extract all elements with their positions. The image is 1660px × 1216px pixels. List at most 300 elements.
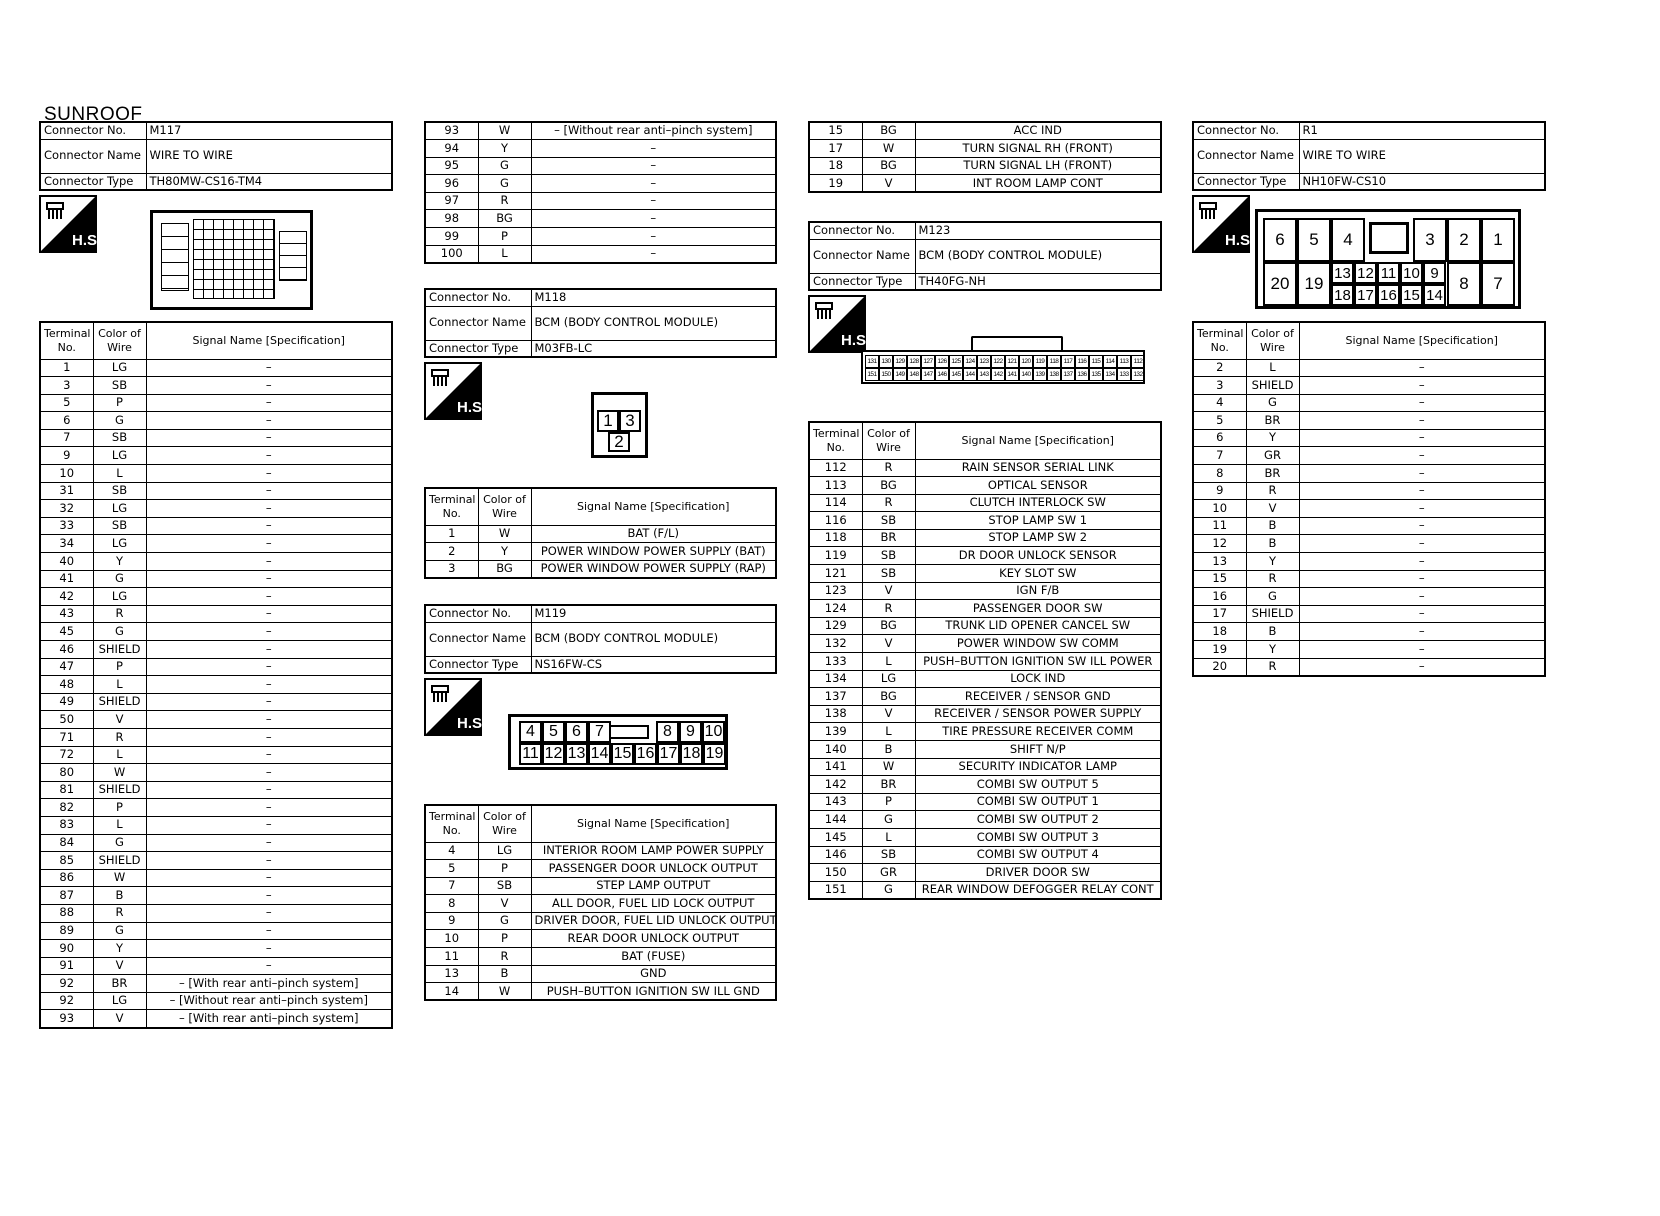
terminal-no-cell: 123	[809, 582, 862, 600]
signal-name-cell: –	[146, 676, 392, 694]
pin: 135	[1089, 368, 1103, 381]
terminal-no-cell: 92	[40, 975, 93, 993]
signal-header: Signal Name [Specification]	[146, 322, 392, 359]
signal-name-cell: –	[1299, 429, 1545, 447]
signal-name-cell: –	[146, 957, 392, 975]
wire-color-cell: LG	[93, 992, 146, 1010]
table-row	[809, 529, 1161, 547]
pin: 113	[1117, 355, 1131, 368]
terminal-no-cell: 137	[809, 688, 862, 706]
wire-color-cell: B	[862, 741, 915, 759]
pin: 12	[542, 743, 565, 765]
signal-header: Signal Name [Specification]	[1299, 322, 1545, 359]
terminal-no-cell: 72	[40, 746, 93, 764]
terminal-no-cell: 140	[809, 741, 862, 759]
connector-name-label: Connector Name	[1193, 139, 1299, 173]
signal-name-cell: –	[146, 588, 392, 606]
signal-name-cell: RECEIVER / SENSOR GND	[915, 688, 1161, 706]
table-row	[40, 605, 392, 623]
wire-color-cell: W	[93, 764, 146, 782]
connector-name-label: Connector Name	[425, 306, 531, 340]
wire-color-cell: R	[478, 948, 531, 966]
terminal-no-cell: 16	[1193, 588, 1246, 606]
pin: 7	[588, 721, 611, 743]
wire-color-cell: W	[93, 869, 146, 887]
pin: 20	[1263, 262, 1297, 306]
wire-color-cell: V	[93, 957, 146, 975]
color-header: Color of Wire	[478, 488, 531, 525]
hs-label: H.S.	[1225, 232, 1255, 249]
terminal-no-cell: 41	[40, 570, 93, 588]
pin: 15	[611, 743, 634, 765]
table-row	[40, 359, 392, 377]
wire-color-cell: B	[1246, 517, 1299, 535]
signal-name-cell: –	[146, 658, 392, 676]
pin: 12	[1354, 262, 1377, 284]
table-row	[425, 842, 776, 860]
terminal-no-cell: 96	[425, 175, 478, 193]
pin: 150	[879, 368, 893, 381]
signal-name-cell: –	[1299, 394, 1545, 412]
terminal-no-cell: 5	[425, 860, 478, 878]
table-row	[425, 525, 776, 543]
table-row	[809, 846, 1161, 864]
wire-color-cell: LG	[93, 359, 146, 377]
signal-name-cell: ALL DOOR, FUEL LID LOCK OUTPUT	[531, 895, 776, 913]
table-row	[809, 175, 1161, 193]
signal-name-cell: –	[1299, 658, 1545, 676]
table-row	[425, 912, 776, 930]
signal-name-cell: KEY SLOT SW	[915, 565, 1161, 583]
terminal-no-cell: 91	[40, 957, 93, 975]
table-row	[1193, 658, 1545, 676]
wire-color-cell: SB	[862, 846, 915, 864]
table-row	[809, 828, 1161, 846]
terminal-no-cell: 46	[40, 641, 93, 659]
wire-color-cell: GR	[862, 864, 915, 882]
terminal-no-cell: 100	[425, 245, 478, 263]
wire-color-cell: SHIELD	[93, 852, 146, 870]
wire-color-cell: G	[1246, 588, 1299, 606]
terminal-no-cell: 92	[40, 992, 93, 1010]
pin: 146	[935, 368, 949, 381]
wire-color-cell: Y	[478, 543, 531, 561]
signal-name-cell: COMBI SW OUTPUT 2	[915, 811, 1161, 829]
connector-name-value: WIRE TO WIRE	[146, 139, 392, 173]
signal-name-cell: TURN SIGNAL LH (FRONT)	[915, 157, 1161, 175]
wire-color-cell: BG	[862, 477, 915, 495]
wire-color-cell: R	[1246, 482, 1299, 500]
hs-label: H.S.	[841, 332, 871, 349]
signal-name-cell: –	[1299, 605, 1545, 623]
terminal-no-cell: 121	[809, 565, 862, 583]
wire-color-cell: R	[93, 605, 146, 623]
connector-name-value: BCM (BODY CONTROL MODULE)	[531, 622, 776, 656]
pin: 134	[1103, 368, 1117, 381]
signal-name-cell: –	[1299, 588, 1545, 606]
connector-type-value: NS16FW-CS	[531, 656, 776, 673]
terminal-no-cell: 48	[40, 676, 93, 694]
signal-name-cell: –	[146, 922, 392, 940]
signal-name-cell: POWER WINDOW SW COMM	[915, 635, 1161, 653]
signal-name-cell: TURN SIGNAL RH (FRONT)	[915, 140, 1161, 158]
connector-name-label: Connector Name	[425, 622, 531, 656]
table-row	[40, 588, 392, 606]
table-row	[809, 723, 1161, 741]
signal-name-cell: TIRE PRESSURE RECEIVER COMM	[915, 723, 1161, 741]
table-row	[40, 641, 392, 659]
color-header: Color of Wire	[93, 322, 146, 359]
pin: 116	[1075, 355, 1089, 368]
terminal-no-cell: 144	[809, 811, 862, 829]
wire-color-cell: B	[1246, 623, 1299, 641]
wire-color-cell: BR	[93, 975, 146, 993]
terminal-no-cell: 118	[809, 529, 862, 547]
table-row	[40, 728, 392, 746]
wire-color-cell: BG	[862, 688, 915, 706]
wire-color-cell: B	[1246, 535, 1299, 553]
signal-name-cell: –	[531, 210, 776, 228]
connector-no-label: Connector No.	[425, 605, 531, 622]
pin: 143	[977, 368, 991, 381]
pin: 141	[1005, 368, 1019, 381]
signal-name-cell: –	[146, 869, 392, 887]
wire-color-cell: P	[93, 799, 146, 817]
terminal-no-cell: 143	[809, 793, 862, 811]
terminal-no-cell: 99	[425, 228, 478, 246]
wire-color-cell: SB	[478, 877, 531, 895]
signal-name-cell: –	[1299, 517, 1545, 535]
table-row	[40, 447, 392, 465]
table-row	[809, 617, 1161, 635]
pin: 125	[949, 355, 963, 368]
terminal-no-cell: 4	[1193, 394, 1246, 412]
signal-name-cell: SECURITY INDICATOR LAMP	[915, 758, 1161, 776]
signal-name-cell: PUSH–BUTTON IGNITION SW ILL POWER	[915, 653, 1161, 671]
signal-name-cell: –	[146, 553, 392, 571]
connector-type-label: Connector Type	[425, 340, 531, 357]
terminal-no-cell: 19	[809, 175, 862, 193]
terminal-no-cell: 11	[1193, 517, 1246, 535]
signal-name-cell: –	[146, 834, 392, 852]
signal-name-cell: –	[146, 711, 392, 729]
pin: 18	[1331, 284, 1354, 306]
pin: 137	[1061, 368, 1075, 381]
wire-color-cell: P	[478, 930, 531, 948]
wire-color-cell: V	[862, 582, 915, 600]
wire-color-cell: Y	[1246, 641, 1299, 659]
table-row	[1193, 605, 1545, 623]
table-row	[1193, 482, 1545, 500]
signal-name-cell: PASSENGER DOOR UNLOCK OUTPUT	[531, 860, 776, 878]
terminal-no-cell: 93	[425, 122, 478, 140]
terminal-no-cell: 15	[1193, 570, 1246, 588]
terminal-no-cell: 43	[40, 605, 93, 623]
signal-name-cell: –	[146, 764, 392, 782]
wire-color-cell: LG	[862, 670, 915, 688]
terminal-no-cell: 97	[425, 192, 478, 210]
signal-name-cell: REAR WINDOW DEFOGGER RELAY CONT	[915, 881, 1161, 899]
terminal-no-cell: 10	[40, 465, 93, 483]
pin-table-m119-continued	[808, 121, 1162, 193]
pin: 8	[656, 721, 679, 743]
table-row	[40, 517, 392, 535]
signal-name-cell: –	[146, 535, 392, 553]
pin: 139	[1033, 368, 1047, 381]
terminal-no-cell: 8	[425, 895, 478, 913]
wire-color-cell: W	[478, 983, 531, 1001]
pin: 11	[1377, 262, 1400, 284]
terminal-no-cell: 17	[809, 140, 862, 158]
wire-color-cell: V	[862, 635, 915, 653]
wire-color-cell: R	[862, 459, 915, 477]
table-row	[40, 429, 392, 447]
terminal-no-cell: 12	[1193, 535, 1246, 553]
table-row	[809, 582, 1161, 600]
pin: 119	[1033, 355, 1047, 368]
signal-name-cell: –	[146, 746, 392, 764]
table-row	[40, 482, 392, 500]
terminal-no-cell: 1	[425, 525, 478, 543]
pin: 2	[608, 432, 630, 452]
terminal-no-cell: 33	[40, 517, 93, 535]
signal-name-cell: –	[1299, 535, 1545, 553]
table-row	[425, 877, 776, 895]
pin: 9	[679, 721, 702, 743]
pin: 149	[893, 368, 907, 381]
signal-name-cell: – [With rear anti–pinch system]	[146, 975, 392, 993]
terminal-no-cell: 98	[425, 210, 478, 228]
pin: 147	[921, 368, 935, 381]
terminal-no-cell: 8	[1193, 465, 1246, 483]
wire-color-cell: R	[862, 494, 915, 512]
table-row	[40, 693, 392, 711]
pin: 14	[588, 743, 611, 765]
pin: 3	[1413, 218, 1447, 262]
wire-color-cell: LG	[93, 500, 146, 518]
terminal-no-cell: 124	[809, 600, 862, 618]
terminal-no-cell: 15	[809, 122, 862, 140]
harness-side-icon	[424, 362, 487, 420]
terminal-no-cell: 5	[1193, 412, 1246, 430]
table-row	[425, 965, 776, 983]
wire-color-cell: W	[478, 122, 531, 140]
signal-name-cell: –	[146, 394, 392, 412]
signal-name-cell: ACC IND	[915, 122, 1161, 140]
pin: 18	[680, 743, 703, 765]
signal-name-cell: – [With rear anti–pinch system]	[146, 1010, 392, 1028]
signal-header: Signal Name [Specification]	[915, 422, 1161, 459]
wire-color-cell: L	[93, 816, 146, 834]
terminal-no-cell: 7	[425, 877, 478, 895]
signal-name-cell: PUSH–BUTTON IGNITION SW ILL GND	[531, 983, 776, 1001]
wire-color-cell: G	[93, 412, 146, 430]
table-row	[40, 799, 392, 817]
pin: 128	[907, 355, 921, 368]
table-row	[40, 957, 392, 975]
table-row	[40, 676, 392, 694]
signal-name-cell: INT ROOM LAMP CONT	[915, 175, 1161, 193]
signal-name-cell: –	[531, 175, 776, 193]
signal-name-cell: –	[146, 500, 392, 518]
signal-name-cell: –	[146, 887, 392, 905]
pin: 138	[1047, 368, 1061, 381]
pin: 14	[1423, 284, 1446, 306]
pin: 114	[1103, 355, 1117, 368]
connector-no-label: Connector No.	[1193, 122, 1299, 139]
pin: 1	[1481, 218, 1515, 262]
signal-name-cell: BAT (FUSE)	[531, 948, 776, 966]
pin: 151	[865, 368, 879, 381]
table-row	[809, 512, 1161, 530]
wire-color-cell: GR	[1246, 447, 1299, 465]
terminal-no-header: Terminal No.	[809, 422, 862, 459]
table-row	[1193, 535, 1545, 553]
pin: 3	[619, 410, 641, 432]
table-row	[809, 776, 1161, 794]
connector-type-value: TH80MW-CS16-TM4	[146, 173, 392, 190]
wire-color-cell: LG	[478, 842, 531, 860]
pin: 123	[977, 355, 991, 368]
terminal-no-cell: 80	[40, 764, 93, 782]
signal-name-cell: REAR DOOR UNLOCK OUTPUT	[531, 930, 776, 948]
table-row	[809, 705, 1161, 723]
signal-name-cell: POWER WINDOW POWER SUPPLY (BAT)	[531, 543, 776, 561]
terminal-no-cell: 3	[40, 377, 93, 395]
terminal-no-cell: 49	[40, 693, 93, 711]
terminal-no-cell: 7	[40, 429, 93, 447]
wire-color-cell: BG	[862, 122, 915, 140]
signal-name-cell: –	[146, 693, 392, 711]
wire-color-cell: V	[1246, 500, 1299, 518]
pin: 148	[907, 368, 921, 381]
pin: 19	[1297, 262, 1331, 306]
table-row	[809, 157, 1161, 175]
signal-name-cell: –	[1299, 623, 1545, 641]
pin-table-m117-continued	[424, 121, 777, 264]
pin: 6	[1263, 218, 1297, 262]
connector-no-value: M117	[146, 122, 392, 139]
terminal-no-cell: 81	[40, 781, 93, 799]
wire-color-cell: BG	[862, 157, 915, 175]
table-row	[1193, 465, 1545, 483]
connector-diagram-m118	[591, 392, 648, 458]
table-row	[40, 887, 392, 905]
table-row	[425, 210, 776, 228]
table-row	[1193, 517, 1545, 535]
wire-color-cell: LG	[93, 447, 146, 465]
signal-name-cell: –	[1299, 447, 1545, 465]
wire-color-cell: L	[862, 723, 915, 741]
table-row	[40, 465, 392, 483]
signal-name-cell: DR DOOR UNLOCK SENSOR	[915, 547, 1161, 565]
signal-name-cell: –	[1299, 412, 1545, 430]
signal-name-cell: STEP LAMP OUTPUT	[531, 877, 776, 895]
wire-color-cell: V	[478, 895, 531, 913]
table-row	[425, 895, 776, 913]
table-row	[1193, 429, 1545, 447]
pin: 112	[1131, 355, 1145, 368]
wire-color-cell: Y	[1246, 553, 1299, 571]
wire-color-cell: BG	[862, 617, 915, 635]
table-row	[40, 394, 392, 412]
wire-color-cell: R	[1246, 658, 1299, 676]
wire-color-cell: G	[478, 157, 531, 175]
signal-name-cell: GND	[531, 965, 776, 983]
connector-name-value: BCM (BODY CONTROL MODULE)	[531, 306, 776, 340]
table-row	[40, 992, 392, 1010]
pin: 2	[1447, 218, 1481, 262]
signal-name-cell: – [Without rear anti–pinch system]	[146, 992, 392, 1010]
connector-diagram-r1	[1255, 209, 1521, 309]
pin-table-m119	[424, 804, 777, 1001]
color-header: Color of Wire	[1246, 322, 1299, 359]
terminal-no-cell: 18	[809, 157, 862, 175]
signal-header: Signal Name [Specification]	[531, 805, 776, 842]
hs-label: H.S.	[72, 232, 102, 249]
terminal-no-cell: 113	[809, 477, 862, 495]
pin: 129	[893, 355, 907, 368]
signal-name-cell: –	[146, 904, 392, 922]
terminal-no-cell: 17	[1193, 605, 1246, 623]
terminal-no-cell: 90	[40, 940, 93, 958]
signal-header: Signal Name [Specification]	[531, 488, 776, 525]
table-row	[425, 122, 776, 140]
table-row	[809, 140, 1161, 158]
table-row	[425, 930, 776, 948]
signal-name-cell: –	[146, 465, 392, 483]
table-row	[40, 500, 392, 518]
pin: 131	[865, 355, 879, 368]
wire-color-cell: G	[478, 175, 531, 193]
wire-color-cell: LG	[93, 588, 146, 606]
table-row	[809, 653, 1161, 671]
terminal-no-cell: 71	[40, 728, 93, 746]
wire-color-cell: L	[93, 676, 146, 694]
harness-side-icon	[424, 678, 487, 736]
harness-side-icon	[39, 195, 102, 253]
terminal-no-cell: 138	[809, 705, 862, 723]
table-row	[809, 459, 1161, 477]
signal-name-cell: –	[1299, 641, 1545, 659]
pin: 6	[565, 721, 588, 743]
table-row	[809, 811, 1161, 829]
wire-color-cell: BR	[1246, 412, 1299, 430]
pin: 120	[1019, 355, 1033, 368]
terminal-no-cell: 10	[425, 930, 478, 948]
table-row	[809, 565, 1161, 583]
signal-name-cell: –	[146, 377, 392, 395]
connector-diagram-m123	[861, 350, 1145, 384]
terminal-no-cell: 133	[809, 653, 862, 671]
signal-name-cell: STOP LAMP SW 2	[915, 529, 1161, 547]
signal-name-cell: –	[146, 517, 392, 535]
terminal-no-cell: 87	[40, 887, 93, 905]
wire-color-cell: SHIELD	[1246, 605, 1299, 623]
key-slot	[1369, 222, 1409, 254]
pin: 17	[1354, 284, 1377, 306]
table-row	[425, 157, 776, 175]
pin-table-m118	[424, 487, 777, 579]
table-row	[425, 543, 776, 561]
wire-color-cell: B	[93, 887, 146, 905]
wire-color-cell: BG	[478, 210, 531, 228]
table-row	[809, 688, 1161, 706]
wire-color-cell: Y	[93, 553, 146, 571]
table-row	[1193, 570, 1545, 588]
terminal-no-cell: 129	[809, 617, 862, 635]
table-row	[809, 881, 1161, 899]
